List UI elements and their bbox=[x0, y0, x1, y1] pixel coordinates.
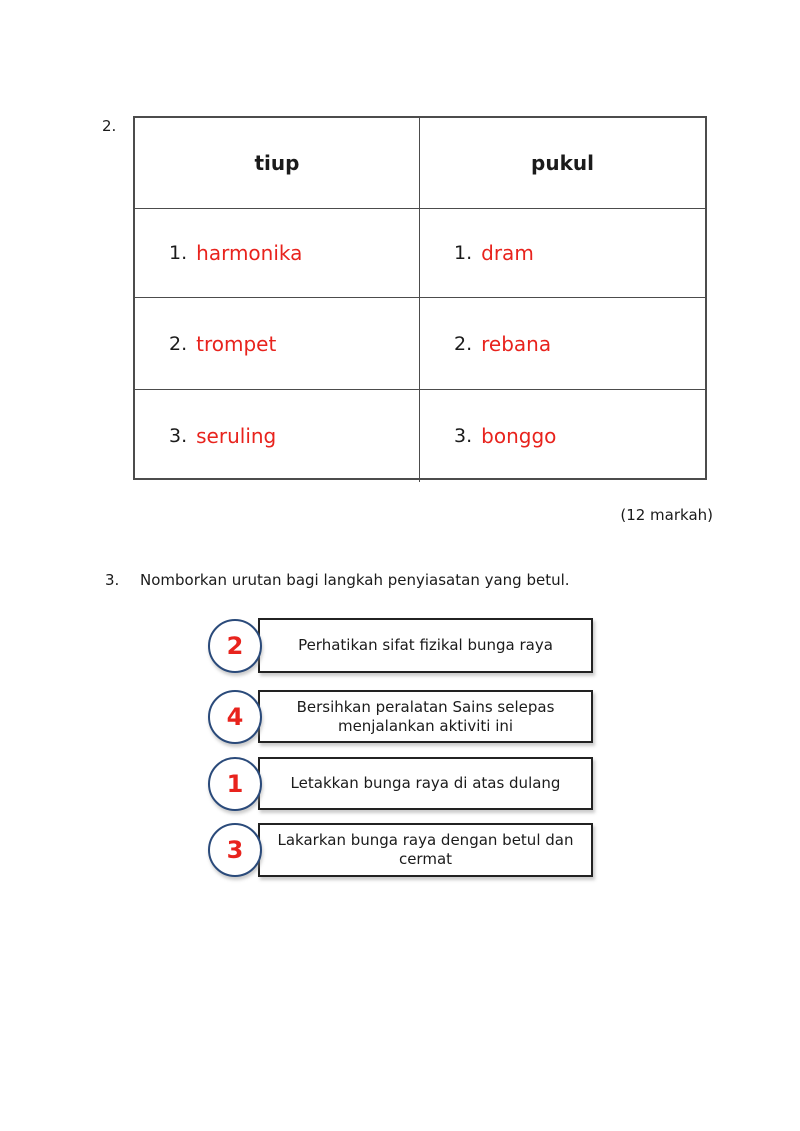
item-number: 3. bbox=[454, 425, 473, 447]
table-header-tiup: tiup bbox=[135, 118, 420, 209]
table-cell-pukul-2 bbox=[420, 298, 705, 390]
item-number: 2. bbox=[169, 332, 188, 355]
step-order-circle bbox=[208, 823, 262, 877]
table-header-pukul: pukul bbox=[420, 118, 705, 209]
step-row-3 bbox=[208, 757, 593, 810]
step-banner bbox=[258, 823, 593, 877]
step-banner bbox=[258, 757, 593, 810]
step-label: Lakarkan bunga raya dengan betul dan cermat bbox=[277, 831, 574, 868]
table-cell-tiup-2 bbox=[135, 298, 420, 390]
step-order-number: 3 bbox=[226, 836, 244, 864]
item-answer: rebana bbox=[481, 331, 552, 356]
step-label: Letakkan bunga raya di atas dulang bbox=[290, 774, 561, 793]
step-order-circle bbox=[208, 757, 262, 811]
step-banner bbox=[258, 618, 593, 673]
item-answer: trompet bbox=[196, 331, 277, 356]
table-cell-pukul-1 bbox=[420, 209, 705, 298]
table-cell-tiup-1 bbox=[135, 209, 420, 298]
step-order-number: 1 bbox=[226, 769, 244, 798]
item-number: 3. bbox=[169, 425, 188, 447]
item-answer: dram bbox=[481, 241, 534, 265]
item-answer: harmonika bbox=[196, 241, 303, 265]
item-number: 2. bbox=[454, 332, 473, 355]
step-row-2 bbox=[208, 690, 593, 743]
step-order-circle bbox=[208, 619, 262, 673]
question-3-number: 3. bbox=[105, 571, 120, 589]
step-order-circle bbox=[208, 690, 262, 744]
step-row-1 bbox=[208, 618, 593, 673]
question-3-prompt: Nomborkan urutan bagi langkah penyiasatan yang betul. bbox=[140, 571, 570, 589]
instruments-table bbox=[133, 116, 707, 480]
step-order-number: 2 bbox=[226, 631, 244, 660]
step-banner bbox=[258, 690, 593, 743]
table-cell-pukul-3 bbox=[420, 390, 705, 482]
question-3 bbox=[105, 570, 570, 590]
step-label: Perhatikan sifat fizikal bunga raya bbox=[298, 636, 553, 655]
table-cell-tiup-3 bbox=[135, 390, 420, 482]
question-2-number: 2. bbox=[102, 117, 117, 135]
step-label: Bersihkan peralatan Sains selepas menjalankan aktiviti ini bbox=[296, 697, 555, 735]
item-answer: seruling bbox=[196, 424, 277, 448]
step-order-number: 4 bbox=[226, 702, 244, 731]
item-number: 1. bbox=[169, 242, 188, 264]
marks-label: (12 markah) bbox=[620, 506, 713, 524]
item-number: 1. bbox=[454, 242, 473, 264]
step-row-4 bbox=[208, 823, 593, 877]
item-answer: bonggo bbox=[481, 424, 557, 448]
